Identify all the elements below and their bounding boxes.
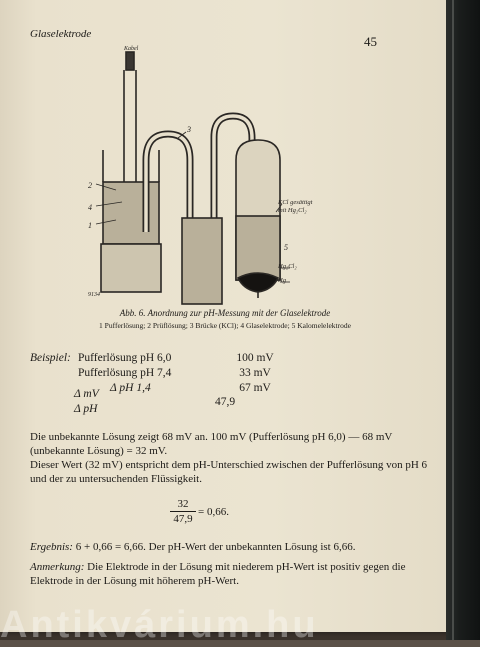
ratio-numerator: Δ mV: [74, 388, 99, 400]
note-label: Anmerkung:: [30, 561, 85, 573]
label-foot: 9134: [88, 292, 100, 298]
formula-numerator: 32: [170, 498, 196, 512]
label-4: 4: [88, 203, 92, 212]
label-hg2cl2: Hg₂Cl₂: [278, 263, 297, 270]
label-kcl: KCl gesättigt: [278, 199, 313, 206]
label-kcl-sub: mit Hg₂Cl₂: [278, 207, 307, 214]
running-head: Glaselektrode: [30, 28, 92, 40]
label-hg: Hg: [278, 277, 286, 284]
ratio-value: 47,9: [214, 396, 236, 408]
beaker-test: [182, 218, 222, 304]
example-row-value: 33 mV: [239, 367, 271, 379]
book-cover-edge: [446, 0, 480, 640]
example-row-left: Pufferlösung pH 7,4: [78, 367, 172, 379]
label-3: 3: [187, 125, 191, 134]
result-label: Ergebnis:: [30, 541, 73, 553]
example-row-value: 67 mV: [239, 382, 271, 394]
formula-result: = 0,66.: [198, 506, 229, 518]
caption-title: Abb. 6. Anordnung zur pH-Messung mit der Glaselektrode: [119, 308, 331, 318]
example-row: [78, 352, 328, 367]
formula: [170, 498, 240, 524]
electrode-diagram: [86, 42, 313, 300]
formula-fraction: [170, 498, 196, 525]
example-row-value: 100 mV: [236, 352, 274, 364]
paragraph-explanation: Dieser Wert (32 mV) entspricht dem pH-Unterschied zwischen der Pufferlösung von pH 6 und der zu untersuchenden Flüssigkeit.: [30, 459, 428, 485]
calomel-electrode: [236, 140, 280, 298]
caption-legend: 1 Pufferlösung; 2 Prüflösung; 3 Brücke (KCl); 4 Glaselektrode; 5 Kalomelelektrode: [99, 321, 351, 330]
label-top: Kabel: [124, 46, 139, 52]
paragraph-result: [30, 540, 432, 554]
label-2: 2: [88, 181, 92, 190]
label-1: 1: [88, 221, 92, 230]
example-label: Beispiel:: [30, 352, 71, 364]
ratio-denominator: Δ pH: [74, 403, 98, 415]
page-number: 45: [364, 34, 377, 49]
label-5: 5: [284, 243, 288, 252]
figure-caption: [30, 308, 420, 330]
example-row-left: Pufferlösung pH 6,0: [78, 352, 172, 364]
watermark: Antikvárium.hu: [0, 604, 319, 646]
result-text: 6 + 0,66 = 6,66. Der pH-Wert der unbekannten Lösung ist 6,66.: [75, 541, 356, 553]
formula-denominator: 47,9: [173, 513, 193, 525]
beaker-stand: [101, 244, 161, 292]
note-text: Die Elektrode in der Lösung mit niederem pH-Wert ist positiv gegen die Elektrode in der Lösung mit höherem pH-Wert.: [30, 561, 406, 587]
paragraph-calculation: Die unbekannte Lösung zeigt 68 mV an. 100 mV (Pufferlösung pH 6,0) — 68 mV (unbekannte Lösung) = 32 mV.: [30, 431, 393, 457]
example-row: [78, 367, 328, 382]
ratio-block: [48, 388, 298, 418]
electrode-cap: [126, 52, 134, 70]
paragraph-note: [30, 560, 432, 588]
example-row-left: Δ pH 1,4: [110, 382, 151, 394]
